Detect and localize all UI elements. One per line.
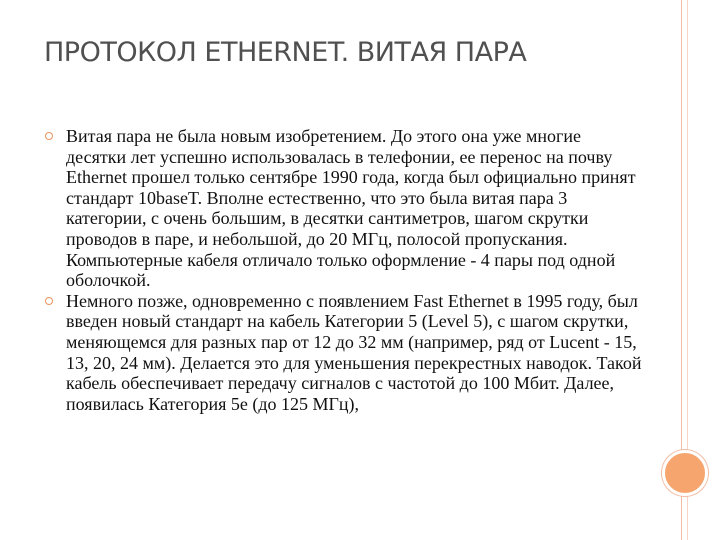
bullet-circle-icon (45, 132, 53, 140)
bullet-list (44, 126, 644, 414)
bullet-circle-icon (45, 297, 53, 305)
bullet-text: Немного позже, одновременно с появлением Fast Ethernet в 1995 году, был введен новый стандарт на кабель Категории 5 (Level 5), с шагом скрутки, меняющемся для разных пар от 12 до 32 мм (например, ряд от Lucent - 15, 13, 20, 24 мм). Делается это для уменьшения перекрестных наводок. Такой кабель обеспечивает передачу сигналов с частотой до 100 Мбит. Далее, появилась Категория 5e (до 125 МГц), (66, 290, 642, 414)
slide-title: ПРОТОКОЛ ETHERNET. ВИТАЯ ПАРА (44, 37, 527, 68)
bullet-item (44, 126, 644, 291)
decorative-orange-circle-icon (662, 450, 708, 496)
bullet-text: Витая пара не была новым изобретением. До этого она уже многие десятки лет успешно использовалась в телефонии, ее перенос на почву Ethernet прошел только сентябре 1990 года, когда был официально принят стандарт 10baseT. Вполне естественно, что это была витая пара 3 категории, с очень большим, в десятки сантиметров, шагом скрутки проводов в паре, и небольшой, до 20 МГц, полосой пропускания. Компьютерные кабеля отличало только оформление - 4 пары под одной оболочкой. (66, 126, 636, 291)
bullet-item (44, 291, 644, 415)
